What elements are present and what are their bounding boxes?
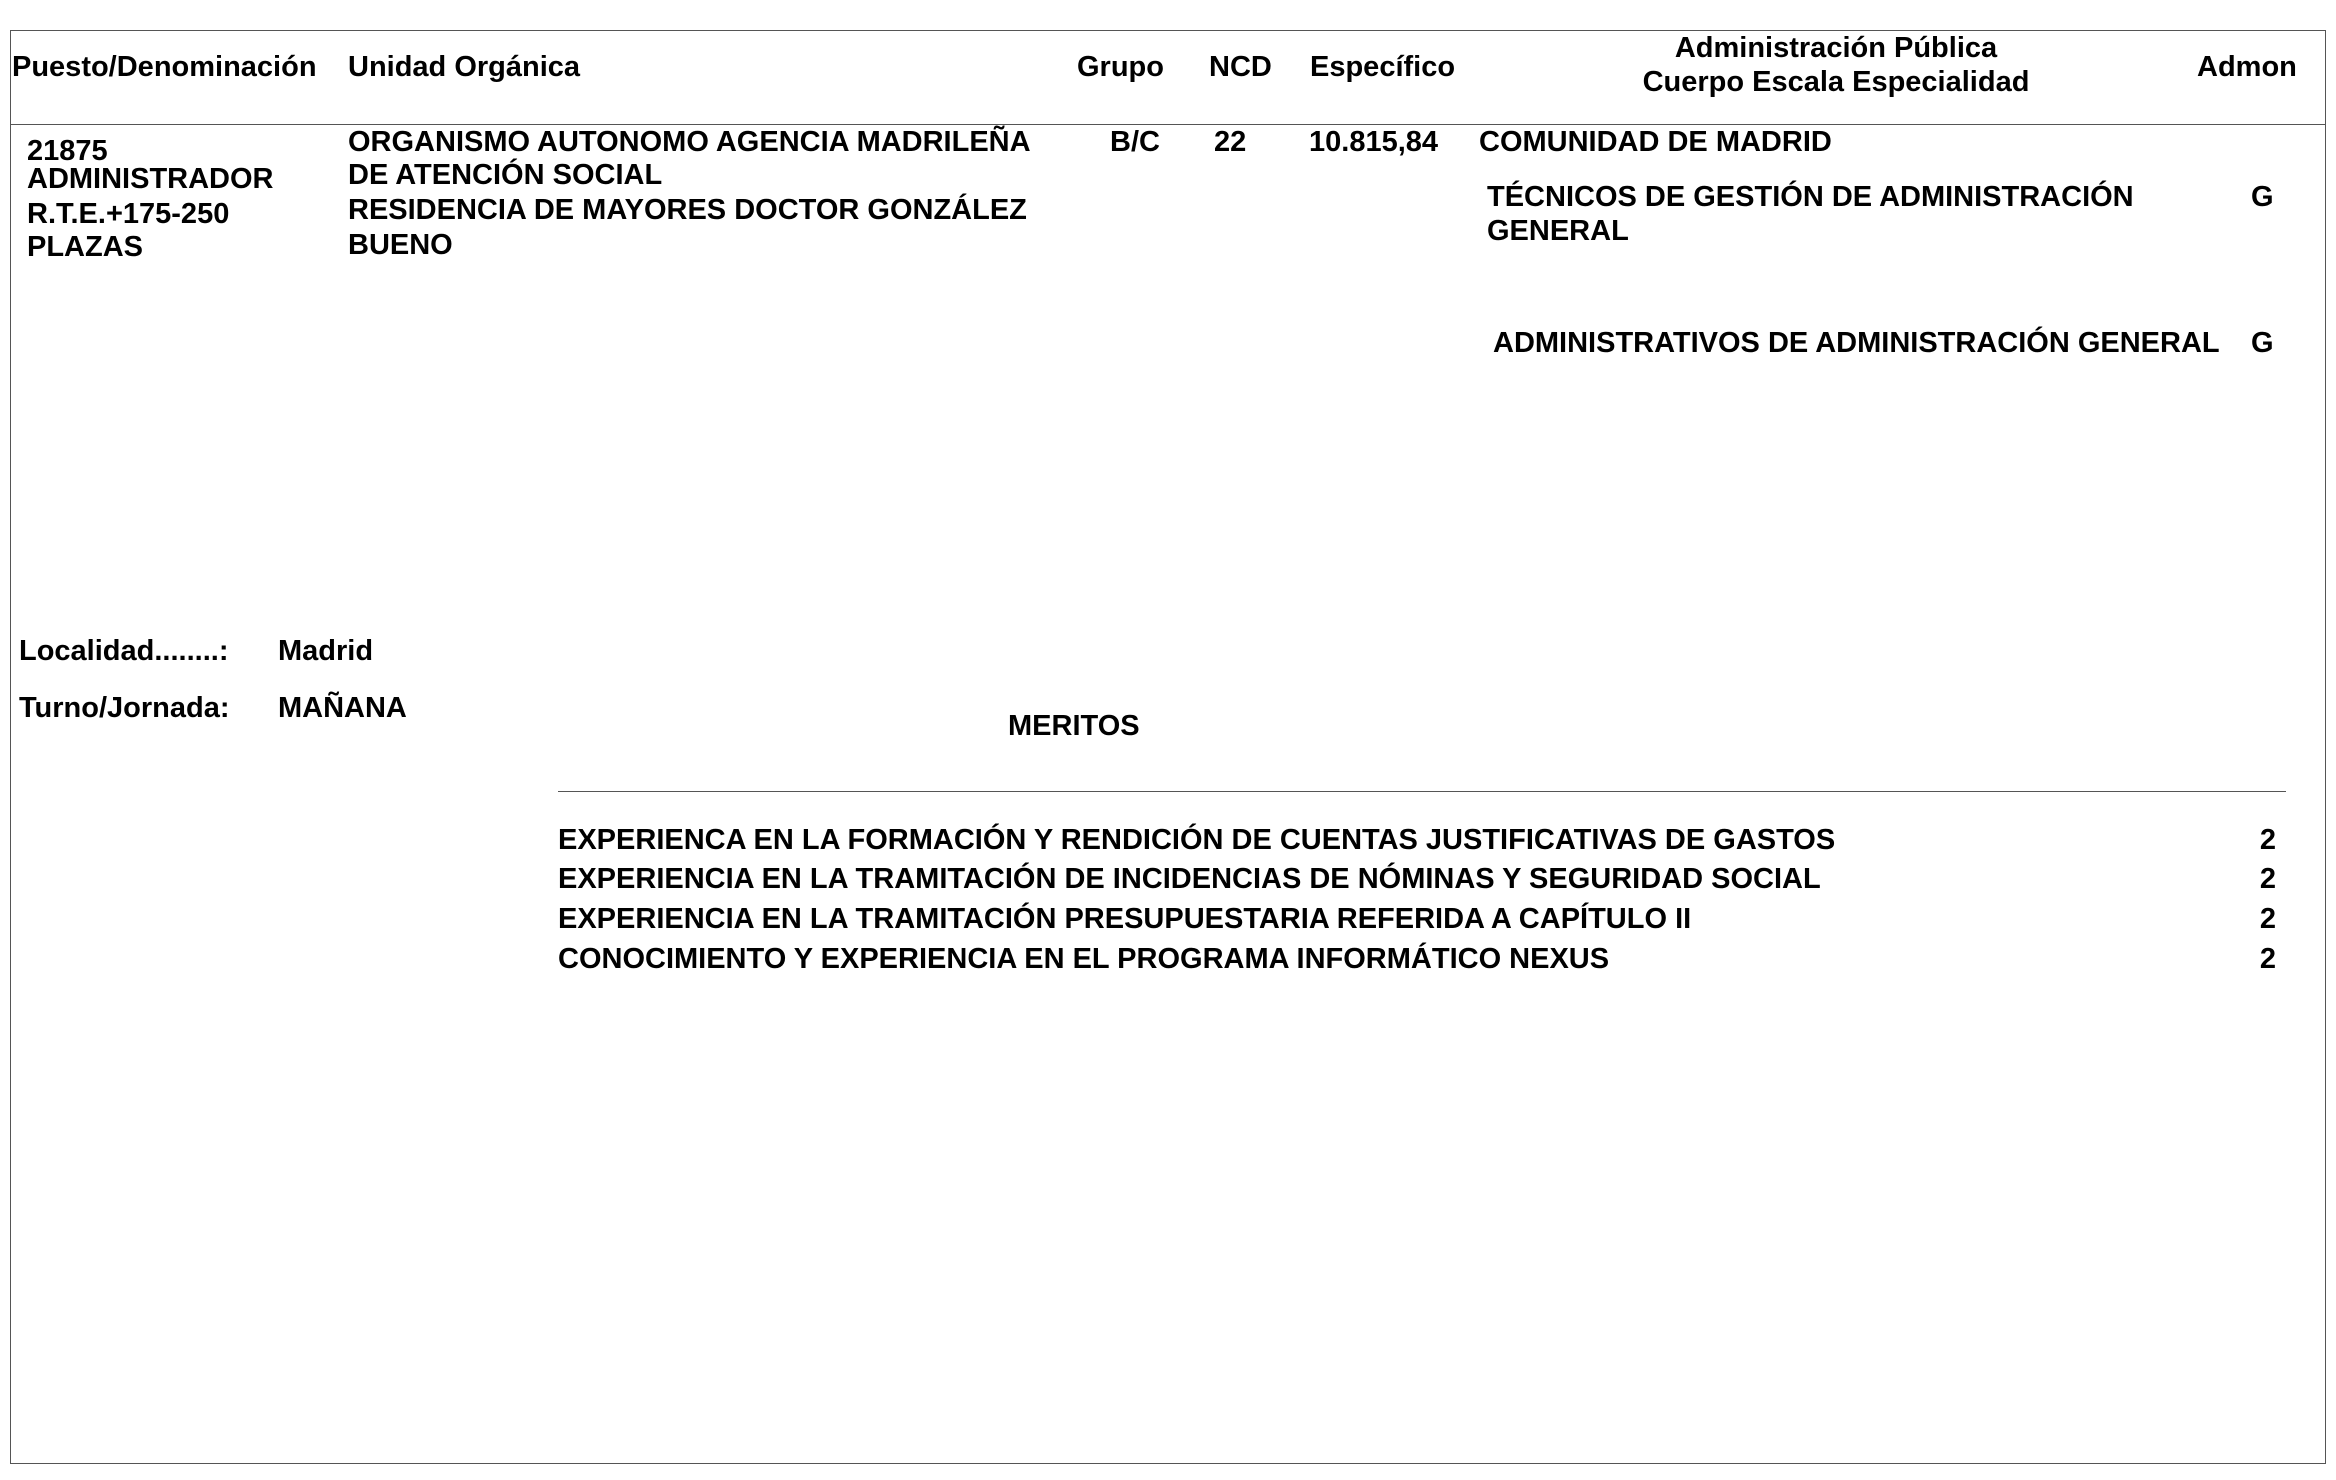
puesto-rte: R.T.E.+175-250 <box>27 198 230 230</box>
cuerpo-2-admon: G <box>2251 327 2274 359</box>
localidad-value: Madrid <box>278 635 374 667</box>
merito-3-points: 2 <box>2259 903 2276 935</box>
puesto-denominacion: ADMINISTRADOR <box>27 163 274 195</box>
puesto-code: 21875 <box>27 135 108 167</box>
unidad-line-1: ORGANISMO AUTONOMO AGENCIA MADRILEÑA <box>348 126 1031 158</box>
merito-2-text: EXPERIENCIA EN LA TRAMITACIÓN DE INCIDENCIAS DE NÓMINAS Y SEGURIDAD SOCIAL <box>558 863 1821 895</box>
header-especifico: Específico <box>1310 51 1456 83</box>
grupo-value: B/C <box>1110 126 1160 158</box>
turno-label: Turno/Jornada: <box>19 692 230 724</box>
administracion-value: COMUNIDAD DE MADRID <box>1479 126 1832 158</box>
meritos-divider <box>558 791 2286 792</box>
header-administracion-publica: Administración Pública <box>1674 32 1998 64</box>
header-cuerpo-escala: Cuerpo Escala Especialidad <box>1642 66 2030 98</box>
unidad-line-2: DE ATENCIÓN SOCIAL <box>348 159 663 191</box>
especifico-value: 10.815,84 <box>1309 126 1439 158</box>
header-admon: Admon <box>2197 51 2297 83</box>
cuerpo-1-line-2: GENERAL <box>1487 215 1629 247</box>
header-puesto: Puesto/Denominación <box>12 51 317 83</box>
localidad-label: Localidad........: <box>19 635 229 667</box>
cuerpo-1-line-1: TÉCNICOS DE GESTIÓN DE ADMINISTRACIÓN <box>1487 181 2134 213</box>
header-unidad: Unidad Orgánica <box>348 51 581 83</box>
merito-1-text: EXPERIENCA EN LA FORMACIÓN Y RENDICIÓN DE CUENTAS JUSTIFICATIVAS DE GASTOS <box>558 824 1836 856</box>
merito-2-points: 2 <box>2259 863 2276 895</box>
ncd-value: 22 <box>1214 126 1247 158</box>
merito-4-points: 2 <box>2259 943 2276 975</box>
meritos-title: MERITOS <box>1008 710 1140 742</box>
header-ncd: NCD <box>1209 51 1272 83</box>
merito-3-text: EXPERIENCIA EN LA TRAMITACIÓN PRESUPUESTARIA REFERIDA A CAPÍTULO II <box>558 903 1692 935</box>
cuerpo-2-line-1: ADMINISTRATIVOS DE ADMINISTRACIÓN GENERAL <box>1493 327 2220 359</box>
cuerpo-1-admon: G <box>2251 181 2274 213</box>
puesto-plazas: PLAZAS <box>27 231 143 263</box>
merito-4-text: CONOCIMIENTO Y EXPERIENCIA EN EL PROGRAMA INFORMÁTICO NEXUS <box>558 943 1610 975</box>
turno-value: MAÑANA <box>278 692 407 724</box>
unidad-line-4: BUENO <box>348 229 453 261</box>
header-grupo: Grupo <box>1077 51 1164 83</box>
merito-1-points: 2 <box>2259 824 2276 856</box>
unidad-line-3: RESIDENCIA DE MAYORES DOCTOR GONZÁLEZ <box>348 194 1027 226</box>
